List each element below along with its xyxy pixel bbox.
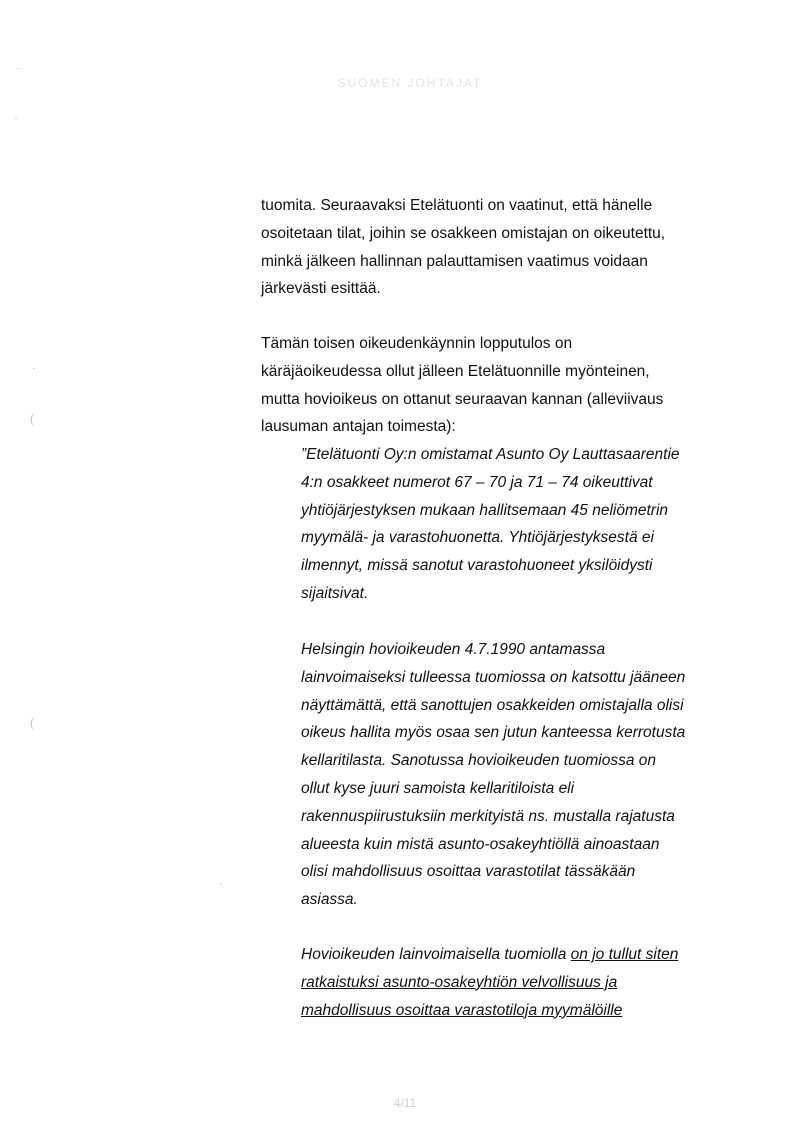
- scan-speck: [33, 368, 35, 369]
- quote-line: sijaitsivat.: [301, 584, 369, 602]
- quote-line: Helsingin hovioikeuden 4.7.1990 antamassa: [301, 641, 606, 658]
- quote-line: ”Etelätuonti Oy:n omistamat Asunto Oy Lauttasaarentie: [301, 446, 680, 463]
- text-line: järkevästi esittää.: [261, 280, 381, 298]
- court-quote-paragraph: [301, 941, 711, 1024]
- body-paragraph: [261, 192, 701, 303]
- scan-speck: [15, 118, 17, 119]
- underlined-emphasis: mahdollisuus osoittaa varastotiloja myymälöille: [301, 1001, 623, 1019]
- quote-line: olisi mahdollisuus osoittaa varastotilat tässäkään: [301, 863, 636, 881]
- text-line: tuomita. Seuraavaksi Etelätuonti on vaatinut, että hänelle: [261, 197, 653, 214]
- body-paragraph: [261, 330, 701, 441]
- text-line: mutta hovioikeus on ottanut seuraavan kannan (alleviivaus: [261, 390, 664, 408]
- quote-text: Hovioikeuden lainvoimaisella tuomiolla: [301, 946, 571, 963]
- quote-line: oikeus hallita myös osaa sen jutun kanteessa kerrotusta: [301, 724, 686, 742]
- quote-line: rakennuspiirustuksiin merkityistä ns. mustalla rajatusta: [301, 807, 675, 825]
- quote-line: kellaritilasta. Sanotussa hovioikeuden tuomiossa on: [301, 752, 656, 770]
- faint-header-watermark: SUOMEN JOHTAJAT: [337, 76, 483, 90]
- text-line: käräjäoikeudessa ollut jälleen Etelätuonnille myönteinen,: [261, 362, 650, 380]
- page-number: 4/11: [393, 1096, 417, 1110]
- quote-line: [301, 969, 711, 997]
- quote-line: ilmennyt, missä sanotut varastohuoneet yksilöidysti: [301, 557, 653, 575]
- text-line: osoitetaan tilat, joihin se osakkeen omistajan on oikeutettu,: [261, 224, 666, 242]
- quote-line: näyttämättä, että sanottujen osakkeiden omistajalla olisi: [301, 696, 684, 714]
- text-line: Tämän toisen oikeudenkäynnin lopputulos on: [261, 335, 573, 352]
- quote-line: myymälä- ja varastohuonetta. Yhtiöjärjestyksestä ei: [301, 529, 654, 547]
- quote-line: [301, 941, 711, 969]
- quote-line: alueesta kuin mistä asunto-osakeyhtiöllä ainoastaan: [301, 835, 660, 853]
- quote-line: asiassa.: [301, 891, 358, 909]
- quote-line: ollut kyse juuri samoista kellaritiloista eli: [301, 779, 575, 797]
- court-quote-paragraph: [301, 441, 711, 608]
- scan-speck: [220, 884, 222, 885]
- court-quote-paragraph: [301, 636, 711, 914]
- text-line: lausuman antajan toimesta):: [261, 418, 456, 436]
- underlined-emphasis: on jo tullut siten: [570, 946, 679, 963]
- margin-bracket-mark: (: [30, 412, 35, 427]
- scan-speck: [17, 68, 19, 69]
- quote-line: lainvoimaiseksi tulleessa tuomiossa on katsottu jääneen: [301, 668, 686, 686]
- margin-bracket-mark: (: [30, 716, 35, 731]
- text-line: minkä jälkeen hallinnan palauttamisen vaatimus voidaan: [261, 252, 648, 270]
- quote-line: yhtiöjärjestyksen mukaan hallitsemaan 45 neliömetrin: [301, 501, 669, 519]
- quote-line: 4:n osakkeet numerot 67 – 70 ja 71 – 74 oikeuttivat: [301, 473, 653, 491]
- underlined-emphasis: ratkaistuksi asunto-osakeyhtiön velvollisuus ja: [301, 973, 618, 991]
- quote-line: [301, 997, 711, 1025]
